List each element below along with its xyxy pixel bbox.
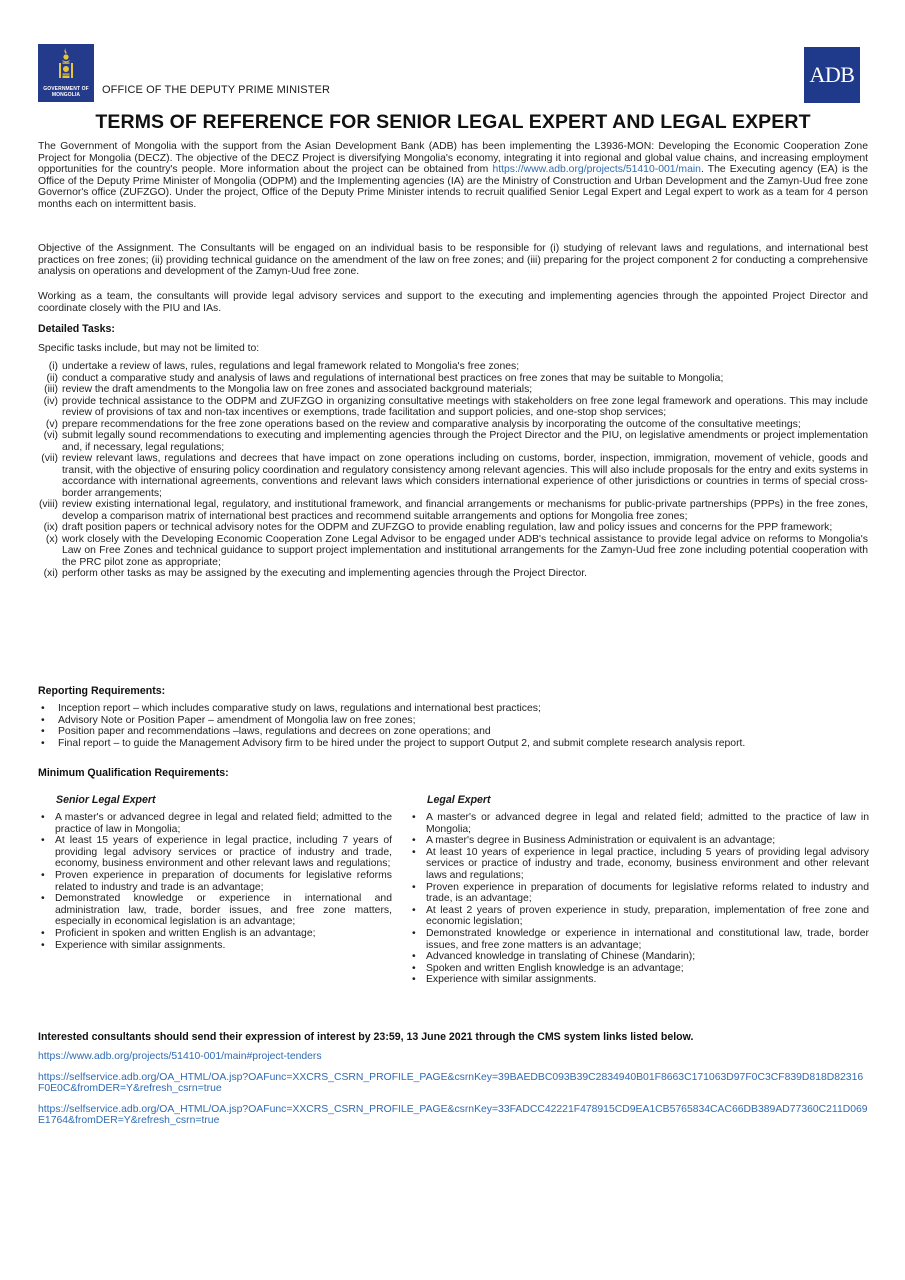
qualification-item: • At least 15 years of experience in legal practice, including 7 years of providing legal advisory services or practice of industry and trade, economy, business environment and other relevant laws and regulations;: [38, 835, 392, 870]
qualification-heading: Minimum Qualification Requirements:: [38, 767, 229, 779]
task-item: (ii) conduct a comparative study and analysis of laws and regulations of international best practices on free zones that may be suitable to Mongolia;: [46, 372, 724, 384]
senior-legal-expert-column: [38, 794, 392, 951]
qualification-item: • Proficient in spoken and written English is an advantage;: [38, 928, 392, 940]
detailed-tasks-intro: Specific tasks include, but may not be limited to:: [38, 343, 260, 354]
task-item: (xi) perform other tasks as may be assigned by the executing and implementing agencies through the Project Director.: [43, 568, 588, 579]
task-item: (x) work closely with the Developing Economic Cooperation Zone Legal Advisor to be engaged under ADB's technical assistance to provide legal advice on reforms to Mongolia's Law on Free Zones and technical guidance to support project implementation and institutional arrangements for the Zamyn-Uud free zone including potential cooperation with the PRC pilot zone as appropriate;: [45, 533, 868, 568]
qualification-item: • Experience with similar assignments.: [409, 974, 869, 986]
task-item: (iv) provide technical assistance to the ODPM and ZUFZGO in organizing consultative meetings with stakeholders on free zone legal framework and operations. This may include review of provisions of tax and non-tax incentives or exemptions, trade facilitation and support policies, and one-stop shop services;: [43, 395, 868, 418]
reporting-requirements-list: [38, 703, 868, 749]
detailed-tasks-heading: Detailed Tasks:: [38, 323, 115, 335]
task-item: (i) undertake a review of laws, rules, regulations and legal framework related to Mongolia's free zones;: [48, 361, 520, 372]
task-item: (iii) review the draft amendments to the Mongolia law on free zones and associated background materials;: [44, 384, 533, 395]
reporting-requirements-heading: Reporting Requirements:: [38, 685, 166, 697]
task-item: (vi) submit legally sound recommendations to executing and implementing agencies through the Project Director and the PIU, on legislative amendments or project implementation and, if necessary, legal regulations;: [43, 430, 868, 453]
qualification-item: • At least 10 years of experience in legal practice, including 5 years of providing legal advisory services or practice of industry and trade, economy, business environment and other relevant laws and regulations;: [409, 847, 869, 882]
adb-logo: ADB: [804, 47, 860, 103]
qualification-item: • Proven experience in preparation of documents for legislative reforms related to industry and trade is an advantage;: [38, 870, 392, 893]
report-item: • Position paper and recommendations –laws, regulations and decrees on zone operations; and: [38, 726, 868, 738]
qualification-item: • A master's or advanced degree in legal and related field; admitted to the practice of law in Mongolia;: [409, 812, 869, 835]
government-of-mongolia-logo: [38, 44, 94, 102]
task-item: (vii) review relevant laws, regulations and decrees that have impact on zone operations including on customs, border, inspection, immigration, movement of vehicle, goods and transit, with the objective of ensuring policy coordination and regulatory consistency among relevant agencies. This will also include proposals for the entry and exits systems in accordance with international agreements, conventions and relevant laws which considers international experience of other jurisdictions or countries in terms of special cross-border arrangements;: [41, 453, 868, 499]
office-name: OFFICE OF THE DEPUTY PRIME MINISTER: [102, 84, 331, 96]
objective-paragraph: Objective of the Assignment. The Consultants will be engaged on an individual basis to be responsible for (i) studying of relevant laws and regulations, and international best practices on free zones; (ii) providing technical guidance on the amendment of the law on free zones; and (iii) preparing for the project component 2 for conducting a comprehensive analysis on operations and development of the Zamyn-Uud free zone.: [38, 243, 868, 278]
task-item: (viii) review existing international legal, regulatory, and institutional framework, and financial arrangements or mechanisms for public-private partnerships (PPPs) in the free zones, develop a comparison matrix of international best practices and recommend suitable arrangements and options for Mongolia free zones;: [38, 499, 868, 522]
task-item: (ix) draft position papers or technical advisory notes for the ODPM and ZUFZGO to provide enabling regulation, law and policy issues and concerns for the PPP framework;: [43, 522, 833, 533]
qualification-item: • A master's degree in Business Administration or equivalent is an advantage;: [409, 835, 869, 847]
senior-qualifications-list: [38, 812, 392, 951]
project-tenders-link[interactable]: https://www.adb.org/projects/51410-001/main#project-tenders: [38, 1051, 322, 1062]
document-header: [38, 44, 868, 106]
teamwork-paragraph: Working as a team, the consultants will provide legal advisory services and support to the executing and implementing agencies through the appointed Project Director and coordinate closely with the PIU and IAs.: [38, 291, 868, 314]
cms-profile-link-legal[interactable]: https://selfservice.adb.org/OA_HTML/OA.jsp?OAFunc=XXCRS_CSRN_PROFILE_PAGE&csrnKey=33FADCC42221F478915CD9EA1CB5765834CAC66DB389AD77360C211D069E1764&fromDER=Y&refresh_csrn=true: [38, 1103, 868, 1127]
task-item: (v) prepare recommendations for the free zone operations based on the review and comparative analysis by incorporating the outcome of the consultative meetings;: [45, 418, 801, 430]
submission-deadline: Interested consultants should send their expression of interest by 23:59, 13 June 2021 through the CMS system links listed below.: [38, 1031, 694, 1043]
report-item: • Final report – to guide the Management Advisory firm to be hired under the project to support Output 2, and submit complete research analysis report.: [38, 738, 868, 750]
qualification-item: • Spoken and written English knowledge is an advantage;: [409, 963, 869, 975]
intro-text-2: . The Executing agency (EA) is the Office of the Deputy Prime Minister of Mongolia (ODPM) and the Implementing agencies (IA) are the Ministry of Construction and Urban Development and the Zamyn-Uud free zone Governor's office (ZUFZGO). Under the project, Office of the Deputy Prime Minister intends to recruit qualified Senior Legal Expert and Legal expert to work as a team for 4 person months each on intermittent basis.: [38, 164, 869, 210]
legal-expert-column: [409, 794, 869, 986]
intro-text-1: The Government of Mongolia with the support from the Asian Development Bank (ADB) has been implementing the L3936-MON: Developing the Economic Cooperation Zone Project for Mongolia (DECZ). The objective of the DECZ Project is diversifying Mongolia's economy, integrating it into regional and global value chains, and increasing employment opportunities for the country's people. More information about the project can be obtained from: [38, 141, 868, 176]
qualification-item: • At least 2 years of proven experience in study, preparation, implementation of free zone and economic legislation;: [409, 905, 869, 928]
legal-expert-title: Legal Expert: [427, 794, 491, 806]
legal-qualifications-list: [409, 812, 869, 986]
qualification-item: • Experience with similar assignments.: [38, 940, 392, 952]
qualification-item: • Proven experience in preparation of documents for legislative reforms related to industry and trade, is an advantage;: [409, 882, 869, 905]
document-title: TERMS OF REFERENCE FOR SENIOR LEGAL EXPERT AND LEGAL EXPERT: [95, 111, 811, 133]
soyombo-emblem-icon: [58, 48, 74, 80]
qualification-item: • Demonstrated knowledge or experience in international and constitutional law, trade, border issues, and free zone matters is an advantage;: [409, 928, 869, 951]
senior-legal-expert-title: Senior Legal Expert: [56, 794, 156, 806]
gov-logo-caption: GOVERNMENT OF MONGOLIA: [43, 86, 89, 98]
cms-profile-link-senior[interactable]: https://selfservice.adb.org/OA_HTML/OA.jsp?OAFunc=XXCRS_CSRN_PROFILE_PAGE&csrnKey=39BAEDBC093B39C2834940B01F8663C171063D97F0C3CF839D818D82316F0E0C&fromDER=Y&refresh_csrn=true: [38, 1071, 864, 1095]
qualification-item: • Advanced knowledge in translating of Chinese (Mandarin);: [409, 951, 869, 963]
qualification-item: • Demonstrated knowledge or experience in international and administration law, trade, border issues, and free zone matters, especially in economical legislation is an advantage;: [38, 893, 392, 928]
qualification-item: • A master's or advanced degree in legal and related field; admitted to the practice of law in Mongolia;: [38, 812, 392, 835]
cms-links: [38, 1051, 868, 1136]
detailed-tasks-list: [38, 361, 868, 580]
report-item: • Inception report – which includes comparative study on laws, regulations and international best practices;: [38, 703, 868, 715]
intro-paragraph: [38, 141, 868, 211]
report-item: • Advisory Note or Position Paper – amendment of Mongolia law on free zones;: [38, 715, 868, 727]
project-link[interactable]: https://www.adb.org/projects/51410-001/main: [492, 164, 701, 176]
